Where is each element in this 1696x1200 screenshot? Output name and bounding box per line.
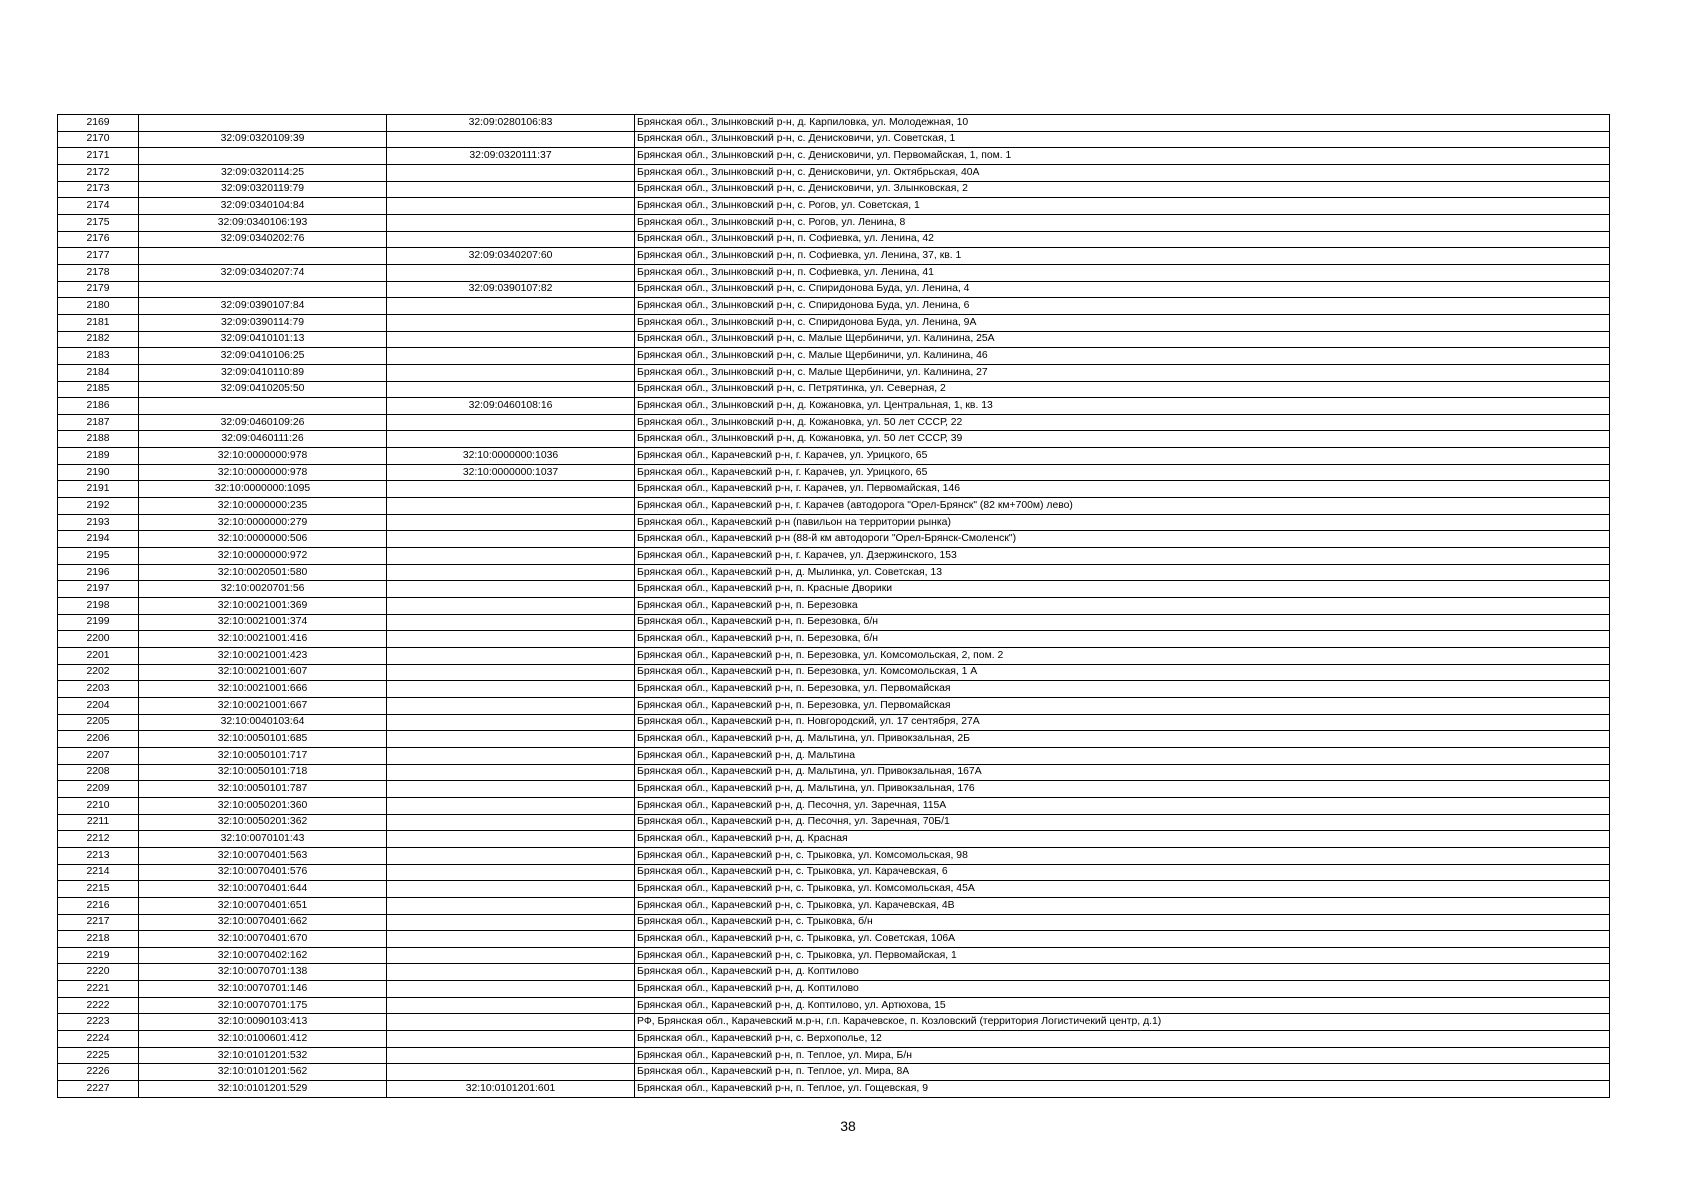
related-cadastral-number-cell [387,964,635,981]
row-number-cell: 2192 [58,498,139,515]
address-cell: Брянская обл., Карачевский р-н, д. Мальтина, ул. Привокзальная, 2Б [635,731,1610,748]
address-cell: Брянская обл., Злынковский р-н, д. Кожановка, ул. Центральная, 1, кв. 13 [635,398,1610,415]
row-number-cell: 2179 [58,281,139,298]
row-number-cell: 2226 [58,1064,139,1081]
cadastral-number-cell: 32:10:0000000:978 [139,448,387,465]
cadastral-number-cell: 32:09:0340202:76 [139,231,387,248]
related-cadastral-number-cell: 32:09:0320111:37 [387,148,635,165]
cadastral-number-cell: 32:10:0070701:146 [139,981,387,998]
table-row [58,331,1610,348]
address-cell: Брянская обл., Злынковский р-н, с. Малые Щербиничи, ул. Калинина, 46 [635,348,1610,365]
table-row [58,864,1610,881]
address-cell: Брянская обл., Злынковский р-н, д. Кожановка, ул. 50 лет СССР, 39 [635,431,1610,448]
table-row [58,997,1610,1014]
related-cadastral-number-cell [387,131,635,148]
cadastral-number-cell [139,148,387,165]
table-row [58,231,1610,248]
related-cadastral-number-cell [387,981,635,998]
cadastral-number-cell: 32:10:0000000:978 [139,464,387,481]
address-cell: Брянская обл., Карачевский р-н, п. Новгородский, ул. 17 сентября, 27А [635,714,1610,731]
row-number-cell: 2213 [58,847,139,864]
related-cadastral-number-cell [387,781,635,798]
related-cadastral-number-cell [387,797,635,814]
address-cell: Брянская обл., Карачевский р-н, д. Песочня, ул. Заречная, 115А [635,797,1610,814]
address-cell: Брянская обл., Злынковский р-н, п. Софиевка, ул. Ленина, 41 [635,264,1610,281]
address-cell: Брянская обл., Злынковский р-н, с. Петрятинка, ул. Северная, 2 [635,381,1610,398]
cadastral-number-cell: 32:10:0000000:235 [139,498,387,515]
row-number-cell: 2202 [58,664,139,681]
cadastral-number-cell: 32:10:0050201:360 [139,797,387,814]
address-cell: Брянская обл., Злынковский р-н, с. Денисковичи, ул. Первомайская, 1, пом. 1 [635,148,1610,165]
address-cell: Брянская обл., Злынковский р-н, с. Рогов, ул. Ленина, 8 [635,214,1610,231]
table-row [58,115,1610,132]
related-cadastral-number-cell [387,564,635,581]
property-table [57,114,1610,1098]
address-cell: Брянская обл., Карачевский р-н, п. Березовка [635,598,1610,615]
cadastral-number-cell [139,281,387,298]
related-cadastral-number-cell [387,864,635,881]
row-number-cell: 2184 [58,364,139,381]
cadastral-number-cell: 32:10:0070401:670 [139,931,387,948]
cadastral-number-cell: 32:09:0340106:193 [139,214,387,231]
row-number-cell: 2199 [58,614,139,631]
row-number-cell: 2225 [58,1047,139,1064]
address-cell: Брянская обл., Злынковский р-н, п. Софиевка, ул. Ленина, 42 [635,231,1610,248]
address-cell: Брянская обл., Карачевский р-н, г. Карачев, ул. Дзержинского, 153 [635,548,1610,565]
address-cell: Брянская обл., Карачевский р-н, д. Песочня, ул. Заречная, 70Б/1 [635,814,1610,831]
cadastral-number-cell: 32:10:0000000:279 [139,514,387,531]
address-cell: Брянская обл., Злынковский р-н, д. Карпиловка, ул. Молодежная, 10 [635,115,1610,132]
address-cell: Брянская обл., Злынковский р-н, с. Спиридонова Буда, ул. Ленина, 6 [635,298,1610,315]
address-cell: Брянская обл., Злынковский р-н, с. Денисковичи, ул. Злынковская, 2 [635,181,1610,198]
table-row [58,797,1610,814]
table-row [58,148,1610,165]
table-row [58,1064,1610,1081]
cadastral-number-cell: 32:10:0021001:607 [139,664,387,681]
related-cadastral-number-cell [387,664,635,681]
cadastral-number-cell: 32:10:0101201:562 [139,1064,387,1081]
row-number-cell: 2203 [58,681,139,698]
table-row [58,664,1610,681]
related-cadastral-number-cell [387,298,635,315]
related-cadastral-number-cell [387,997,635,1014]
table-row [58,781,1610,798]
row-number-cell: 2175 [58,214,139,231]
cadastral-number-cell: 32:09:0390114:79 [139,314,387,331]
table-row [58,814,1610,831]
table-row [58,414,1610,431]
row-number-cell: 2205 [58,714,139,731]
cadastral-number-cell: 32:09:0410101:13 [139,331,387,348]
cadastral-number-cell: 32:10:0070402:162 [139,947,387,964]
address-cell: Брянская обл., Карачевский р-н, д. Мальтина, ул. Привокзальная, 176 [635,781,1610,798]
table-row [58,897,1610,914]
cadastral-number-cell: 32:10:0070401:576 [139,864,387,881]
address-cell: Брянская обл., Карачевский р-н, д. Коптилово, ул. Артюхова, 15 [635,997,1610,1014]
row-number-cell: 2177 [58,248,139,265]
cadastral-number-cell: 32:10:0101201:532 [139,1047,387,1064]
related-cadastral-number-cell [387,198,635,215]
table-row [58,264,1610,281]
related-cadastral-number-cell [387,764,635,781]
row-number-cell: 2214 [58,864,139,881]
related-cadastral-number-cell: 32:10:0101201:601 [387,1081,635,1098]
address-cell: Брянская обл., Карачевский р-н, с. Трыковка, ул. Карачевская, 6 [635,864,1610,881]
row-number-cell: 2178 [58,264,139,281]
cadastral-number-cell: 32:10:0090103:413 [139,1014,387,1031]
address-cell: Брянская обл., Карачевский р-н, с. Трыковка, ул. Комсомольская, 45А [635,881,1610,898]
table-row [58,464,1610,481]
related-cadastral-number-cell [387,631,635,648]
related-cadastral-number-cell [387,681,635,698]
row-number-cell: 2176 [58,231,139,248]
row-number-cell: 2221 [58,981,139,998]
table-row [58,931,1610,948]
row-number-cell: 2198 [58,598,139,615]
address-cell: Брянская обл., Злынковский р-н, с. Рогов, ул. Советская, 1 [635,198,1610,215]
row-number-cell: 2181 [58,314,139,331]
cadastral-number-cell: 32:09:0460111:26 [139,431,387,448]
address-cell: Брянская обл., Карачевский р-н, д. Мылинка, ул. Советская, 13 [635,564,1610,581]
address-cell: Брянская обл., Карачевский р-н, п. Красные Дворики [635,581,1610,598]
table-row [58,831,1610,848]
related-cadastral-number-cell [387,498,635,515]
row-number-cell: 2185 [58,381,139,398]
address-cell: Брянская обл., Злынковский р-н, с. Малые Щербиничи, ул. Калинина, 27 [635,364,1610,381]
address-cell: Брянская обл., Карачевский р-н, с. Трыковка, ул. Первомайская, 1 [635,947,1610,964]
cadastral-number-cell: 32:10:0050101:718 [139,764,387,781]
cadastral-number-cell: 32:10:0070701:138 [139,964,387,981]
address-cell: Брянская обл., Карачевский р-н, с. Трыковка, ул. Советская, 106А [635,931,1610,948]
related-cadastral-number-cell [387,581,635,598]
address-cell: Брянская обл., Злынковский р-н, с. Денисковичи, ул. Октябрьская, 40А [635,164,1610,181]
cadastral-number-cell: 32:09:0320119:79 [139,181,387,198]
row-number-cell: 2174 [58,198,139,215]
table-row [58,1081,1610,1098]
cadastral-number-cell: 32:10:0021001:369 [139,598,387,615]
table-row [58,281,1610,298]
related-cadastral-number-cell [387,598,635,615]
table-row [58,964,1610,981]
related-cadastral-number-cell [387,348,635,365]
related-cadastral-number-cell [387,731,635,748]
row-number-cell: 2170 [58,131,139,148]
row-number-cell: 2215 [58,881,139,898]
address-cell: Брянская обл., Карачевский р-н, п. Теплое, ул. Мира, 8А [635,1064,1610,1081]
table-row [58,431,1610,448]
table-row [58,764,1610,781]
row-number-cell: 2219 [58,947,139,964]
address-cell: Брянская обл., Карачевский р-н, п. Теплое, ул. Мира, Б/н [635,1047,1610,1064]
related-cadastral-number-cell [387,697,635,714]
cadastral-number-cell: 32:10:0070401:563 [139,847,387,864]
row-number-cell: 2196 [58,564,139,581]
row-number-cell: 2193 [58,514,139,531]
table-row [58,847,1610,864]
address-cell: Брянская обл., Карачевский р-н, с. Верхополье, 12 [635,1031,1610,1048]
cadastral-number-cell: 32:09:0390107:84 [139,298,387,315]
table-row [58,731,1610,748]
related-cadastral-number-cell [387,514,635,531]
cadastral-number-cell: 32:10:0070701:175 [139,997,387,1014]
related-cadastral-number-cell [387,947,635,964]
table-row [58,381,1610,398]
address-cell: Брянская обл., Злынковский р-н, д. Кожановка, ул. 50 лет СССР, 22 [635,414,1610,431]
related-cadastral-number-cell [387,231,635,248]
row-number-cell: 2189 [58,448,139,465]
table-row [58,531,1610,548]
row-number-cell: 2227 [58,1081,139,1098]
cadastral-number-cell: 32:10:0040103:64 [139,714,387,731]
table-row [58,947,1610,964]
related-cadastral-number-cell [387,1064,635,1081]
related-cadastral-number-cell [387,214,635,231]
related-cadastral-number-cell [387,481,635,498]
address-cell: Брянская обл., Карачевский р-н, п. Березовка, ул. Комсомольская, 1 А [635,664,1610,681]
row-number-cell: 2194 [58,531,139,548]
address-cell: Брянская обл., Карачевский р-н, г. Карачев, ул. Урицкого, 65 [635,448,1610,465]
related-cadastral-number-cell: 32:09:0340207:60 [387,248,635,265]
cadastral-number-cell: 32:10:0000000:972 [139,548,387,565]
row-number-cell: 2206 [58,731,139,748]
row-number-cell: 2216 [58,897,139,914]
cadastral-number-cell: 32:09:0460109:26 [139,414,387,431]
row-number-cell: 2208 [58,764,139,781]
cadastral-number-cell: 32:09:0410205:50 [139,381,387,398]
row-number-cell: 2183 [58,348,139,365]
related-cadastral-number-cell [387,847,635,864]
address-cell: Брянская обл., Карачевский р-н, д. Красная [635,831,1610,848]
table-row [58,398,1610,415]
cadastral-number-cell: 32:10:0050101:787 [139,781,387,798]
row-number-cell: 2190 [58,464,139,481]
table-row [58,598,1610,615]
cadastral-number-cell [139,248,387,265]
address-cell: Брянская обл., Карачевский р-н (88-й км автодороги "Орел-Брянск-Смоленск") [635,531,1610,548]
table-row [58,981,1610,998]
address-cell: Брянская обл., Карачевский р-н, п. Березовка, ул. Комсомольская, 2, пом. 2 [635,648,1610,665]
table-row [58,214,1610,231]
cadastral-number-cell: 32:10:0050201:362 [139,814,387,831]
related-cadastral-number-cell: 32:09:0280106:83 [387,115,635,132]
address-cell: Брянская обл., Карачевский р-н, п. Березовка, ул. Первомайская [635,681,1610,698]
cadastral-number-cell: 32:09:0410106:25 [139,348,387,365]
table-row [58,681,1610,698]
related-cadastral-number-cell: 32:09:0390107:82 [387,281,635,298]
row-number-cell: 2195 [58,548,139,565]
cadastral-number-cell: 32:10:0101201:529 [139,1081,387,1098]
row-number-cell: 2220 [58,964,139,981]
cadastral-number-cell: 32:10:0021001:374 [139,614,387,631]
table-row [58,364,1610,381]
row-number-cell: 2172 [58,164,139,181]
related-cadastral-number-cell [387,897,635,914]
address-cell: Брянская обл., Карачевский р-н (павильон на территории рынка) [635,514,1610,531]
table-row [58,747,1610,764]
related-cadastral-number-cell [387,881,635,898]
related-cadastral-number-cell [387,531,635,548]
related-cadastral-number-cell [387,364,635,381]
cadastral-number-cell: 32:10:0100601:412 [139,1031,387,1048]
table-row [58,548,1610,565]
table-row [58,481,1610,498]
cadastral-number-cell: 32:09:0340207:74 [139,264,387,281]
related-cadastral-number-cell [387,314,635,331]
row-number-cell: 2180 [58,298,139,315]
related-cadastral-number-cell [387,164,635,181]
related-cadastral-number-cell [387,931,635,948]
related-cadastral-number-cell [387,414,635,431]
table-row [58,348,1610,365]
address-cell: Брянская обл., Карачевский р-н, п. Березовка, ул. Первомайская [635,697,1610,714]
row-number-cell: 2188 [58,431,139,448]
address-cell: Брянская обл., Карачевский р-н, п. Теплое, ул. Гощевская, 9 [635,1081,1610,1098]
page-number: 38 [840,1118,856,1134]
related-cadastral-number-cell [387,614,635,631]
address-cell: Брянская обл., Злынковский р-н, п. Софиевка, ул. Ленина, 37, кв. 1 [635,248,1610,265]
address-cell: Брянская обл., Карачевский р-н, г. Карачев, ул. Первомайская, 146 [635,481,1610,498]
cadastral-number-cell: 32:09:0340104:84 [139,198,387,215]
table-row [58,1031,1610,1048]
address-cell: Брянская обл., Карачевский р-н, г. Карачев, ул. Урицкого, 65 [635,464,1610,481]
address-cell: Брянская обл., Карачевский р-н, п. Березовка, б/н [635,631,1610,648]
cadastral-number-cell: 32:09:0410110:89 [139,364,387,381]
related-cadastral-number-cell [387,431,635,448]
related-cadastral-number-cell [387,548,635,565]
row-number-cell: 2204 [58,697,139,714]
cadastral-number-cell: 32:10:0021001:423 [139,648,387,665]
row-number-cell: 2209 [58,781,139,798]
cadastral-number-cell: 32:10:0070401:644 [139,881,387,898]
row-number-cell: 2224 [58,1031,139,1048]
row-number-cell: 2171 [58,148,139,165]
cadastral-number-cell [139,115,387,132]
address-cell: Брянская обл., Карачевский р-н, с. Трыковка, б/н [635,914,1610,931]
related-cadastral-number-cell [387,381,635,398]
cadastral-number-cell: 32:10:0021001:667 [139,697,387,714]
row-number-cell: 2207 [58,747,139,764]
related-cadastral-number-cell [387,914,635,931]
table-row [58,248,1610,265]
cadastral-number-cell: 32:10:0021001:416 [139,631,387,648]
row-number-cell: 2201 [58,648,139,665]
table-row [58,514,1610,531]
address-cell: Брянская обл., Карачевский р-н, д. Мальтина, ул. Привокзальная, 167А [635,764,1610,781]
cadastral-number-cell: 32:10:0050101:685 [139,731,387,748]
table-row [58,298,1610,315]
address-cell: Брянская обл., Злынковский р-н, с. Малые Щербиничи, ул. Калинина, 25А [635,331,1610,348]
table-row [58,314,1610,331]
related-cadastral-number-cell [387,747,635,764]
address-cell: Брянская обл., Злынковский р-н, с. Спиридонова Буда, ул. Ленина, 4 [635,281,1610,298]
cadastral-number-cell: 32:10:0021001:666 [139,681,387,698]
table-row [58,181,1610,198]
table-row [58,914,1610,931]
address-cell: Брянская обл., Карачевский р-н, д. Мальтина [635,747,1610,764]
row-number-cell: 2218 [58,931,139,948]
related-cadastral-number-cell [387,831,635,848]
row-number-cell: 2217 [58,914,139,931]
table-body [58,115,1610,1098]
row-number-cell: 2212 [58,831,139,848]
address-cell: Брянская обл., Карачевский р-н, д. Коптилово [635,981,1610,998]
related-cadastral-number-cell [387,714,635,731]
row-number-cell: 2186 [58,398,139,415]
row-number-cell: 2197 [58,581,139,598]
table-row [58,164,1610,181]
table-row [58,1047,1610,1064]
table-row [58,714,1610,731]
related-cadastral-number-cell [387,814,635,831]
table-row [58,198,1610,215]
row-number-cell: 2191 [58,481,139,498]
table-row [58,1014,1610,1031]
related-cadastral-number-cell [387,1031,635,1048]
row-number-cell: 2210 [58,797,139,814]
address-cell: Брянская обл., Карачевский р-н, с. Трыковка, ул. Комсомольская, 98 [635,847,1610,864]
cadastral-number-cell: 32:09:0320114:25 [139,164,387,181]
row-number-cell: 2173 [58,181,139,198]
address-cell: Брянская обл., Карачевский р-н, д. Коптилово [635,964,1610,981]
related-cadastral-number-cell [387,181,635,198]
row-number-cell: 2200 [58,631,139,648]
table-row [58,697,1610,714]
table-row [58,648,1610,665]
address-cell: Брянская обл., Карачевский р-н, п. Березовка, б/н [635,614,1610,631]
related-cadastral-number-cell: 32:10:0000000:1036 [387,448,635,465]
cadastral-number-cell: 32:10:0070401:662 [139,914,387,931]
table-row [58,881,1610,898]
cadastral-number-cell: 32:10:0070101:43 [139,831,387,848]
row-number-cell: 2211 [58,814,139,831]
table-row [58,631,1610,648]
related-cadastral-number-cell [387,648,635,665]
cadastral-number-cell: 32:10:0000000:1095 [139,481,387,498]
related-cadastral-number-cell: 32:09:0460108:16 [387,398,635,415]
table-row [58,614,1610,631]
row-number-cell: 2169 [58,115,139,132]
row-number-cell: 2187 [58,414,139,431]
related-cadastral-number-cell: 32:10:0000000:1037 [387,464,635,481]
table-row [58,581,1610,598]
cadastral-number-cell: 32:10:0020701:56 [139,581,387,598]
row-number-cell: 2182 [58,331,139,348]
address-cell: Брянская обл., Злынковский р-н, с. Спиридонова Буда, ул. Ленина, 9А [635,314,1610,331]
related-cadastral-number-cell [387,264,635,281]
cadastral-number-cell: 32:10:0070401:651 [139,897,387,914]
table-row [58,131,1610,148]
address-cell: Брянская обл., Карачевский р-н, г. Карачев (автодорога "Орел-Брянск" (82 км+700м) лево) [635,498,1610,515]
cadastral-number-cell: 32:10:0050101:717 [139,747,387,764]
row-number-cell: 2222 [58,997,139,1014]
cadastral-number-cell: 32:09:0320109:39 [139,131,387,148]
address-cell: Брянская обл., Карачевский р-н, с. Трыковка, ул. Карачевская, 4В [635,897,1610,914]
row-number-cell: 2223 [58,1014,139,1031]
cadastral-number-cell: 32:10:0000000:506 [139,531,387,548]
related-cadastral-number-cell [387,331,635,348]
address-cell: Брянская обл., Злынковский р-н, с. Денисковичи, ул. Советская, 1 [635,131,1610,148]
cadastral-number-cell: 32:10:0020501:580 [139,564,387,581]
related-cadastral-number-cell [387,1047,635,1064]
related-cadastral-number-cell [387,1014,635,1031]
address-cell: РФ, Брянская обл., Карачевский м.р-н, г.п. Карачевское, п. Козловский (территория Логистичекий центр, д.1) [635,1014,1610,1031]
cadastral-number-cell [139,398,387,415]
table-row [58,498,1610,515]
table-row [58,564,1610,581]
table-row [58,448,1610,465]
